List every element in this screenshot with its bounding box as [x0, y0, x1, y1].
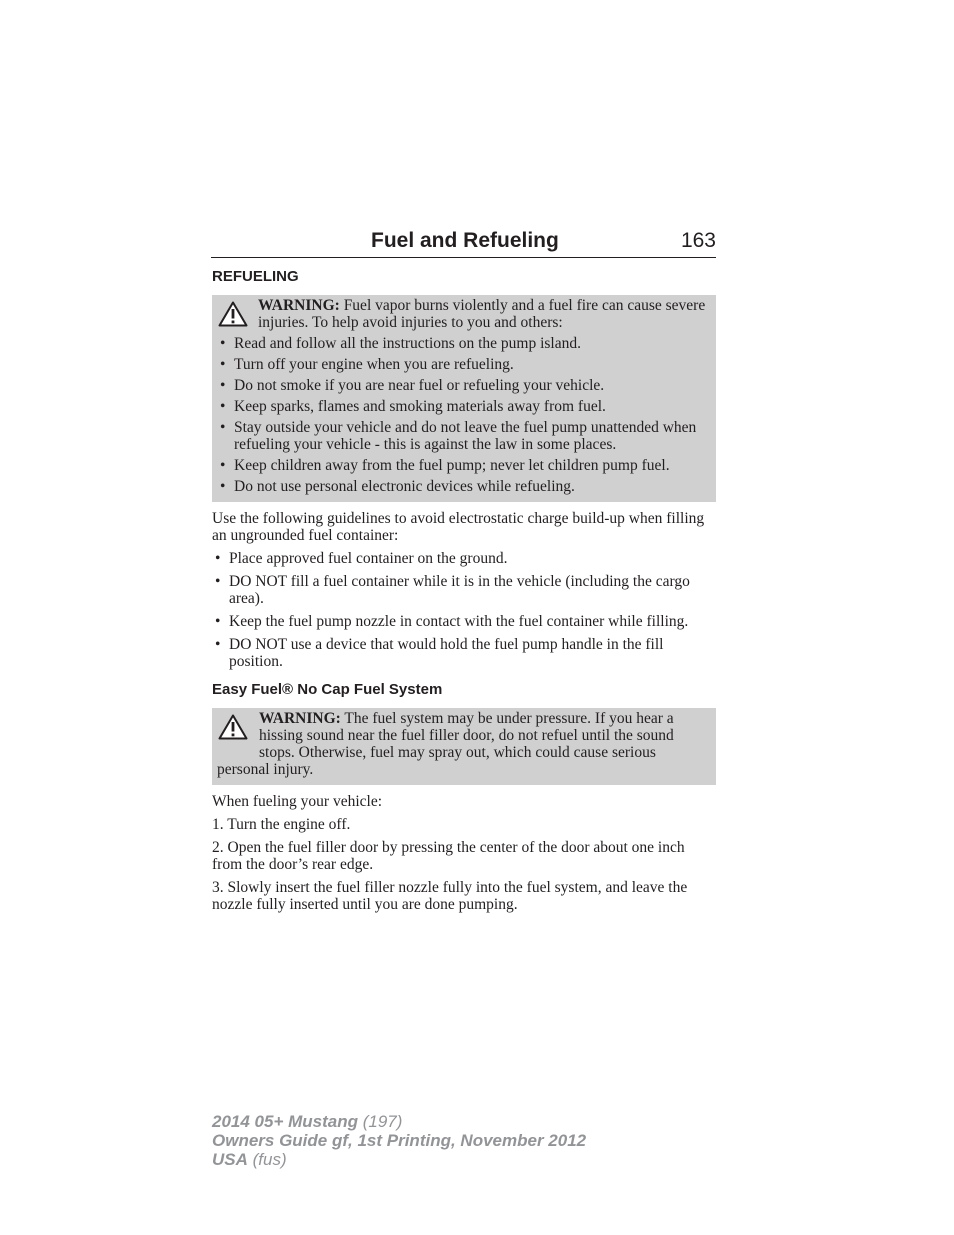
page-number: 163: [680, 229, 716, 252]
warning-label: WARNING:: [258, 297, 340, 314]
footer-line-1: [212, 1112, 586, 1131]
step-item: 3. Slowly insert the fuel filler nozzle fully into the fuel system, and leave the nozzle fully inserted until you are done pumping.: [212, 879, 688, 913]
list-item: • Place approved fuel container on the ground.: [212, 550, 716, 567]
list-item: • Read and follow all the instructions on the pump island.: [217, 335, 710, 352]
guidelines-intro: Use the following guidelines to avoid electrostatic charge build-up when filling an ungrounded fuel container:: [212, 510, 705, 544]
step-item: 1. Turn the engine off.: [212, 816, 351, 833]
footer-printing: Owners Guide gf, 1st Printing, November 2012: [212, 1131, 587, 1150]
warning-text-block: [217, 709, 710, 778]
guidelines-bullet-list: [212, 550, 716, 670]
footer-model-code: (197): [362, 1112, 403, 1131]
warning-box-refueling: [212, 295, 716, 502]
page-header: [211, 229, 716, 258]
footer-model: 2014 05+ Mustang: [212, 1112, 358, 1131]
footer-market: USA: [212, 1150, 248, 1169]
list-item: • DO NOT use a device that would hold the fuel pump handle in the fill position.: [212, 636, 716, 670]
page-content: [212, 229, 716, 913]
footer-market-code: (fus): [252, 1150, 287, 1169]
section-heading: REFUELING: [212, 268, 299, 285]
warning-triangle-icon: [218, 301, 248, 327]
warning-triangle-icon: [218, 714, 248, 740]
list-item: • Keep children away from the fuel pump; never let children pump fuel.: [217, 457, 710, 474]
page-footer: [212, 1112, 586, 1169]
footer-line-2: [212, 1131, 586, 1150]
subsection-heading: Easy Fuel® No Cap Fuel System: [212, 681, 443, 698]
warning-box-fuel-system: [212, 708, 716, 785]
fueling-intro: When fueling your vehicle:: [212, 793, 383, 810]
list-item: • Do not use personal electronic devices while refueling.: [217, 478, 710, 495]
footer-line-3: [212, 1150, 586, 1169]
list-item: • Keep the fuel pump nozzle in contact with the fuel container while filling.: [212, 613, 716, 630]
warning-intro-text: Fuel vapor burns violently and a fuel fire can cause severe injuries. To help avoid injuries to you and others:: [258, 297, 706, 331]
list-item: • DO NOT fill a fuel container while it is in the vehicle (including the cargo area).: [212, 573, 716, 607]
step-item: 2. Open the fuel filler door by pressing the center of the door about one inch from the door’s rear edge.: [212, 839, 685, 873]
warning-label: WARNING:: [259, 710, 341, 727]
warning-text: The fuel system may be under pressure. If you hear a hissing sound near the fuel filler door, do not refuel until the sound stops. Otherwise, fuel may spray out, which could cause serious personal injury.: [217, 710, 674, 778]
list-item: • Stay outside your vehicle and do not leave the fuel pump unattended when refueling your vehicle - this is against the law in some places.: [217, 419, 710, 453]
chapter-title: Fuel and Refueling: [371, 229, 559, 252]
warning-intro: [217, 296, 710, 331]
list-item: • Do not smoke if you are near fuel or refueling your vehicle.: [217, 377, 710, 394]
warning-bullet-list: [217, 335, 710, 495]
list-item: • Keep sparks, flames and smoking materials away from fuel.: [217, 398, 710, 415]
list-item: • Turn off your engine when you are refueling.: [217, 356, 710, 373]
